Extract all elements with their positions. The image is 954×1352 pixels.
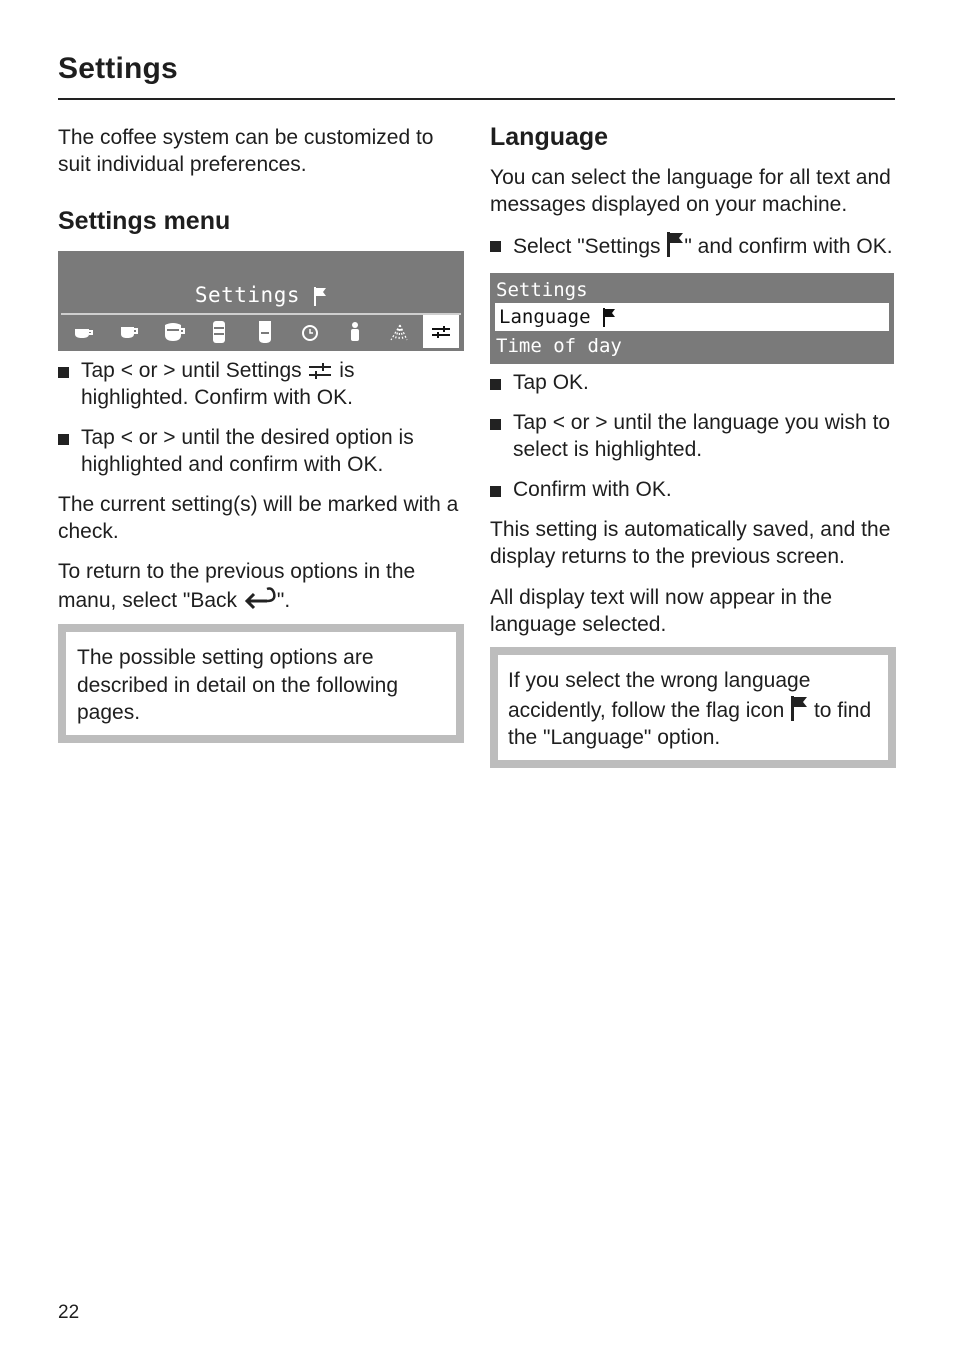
flag-icon [666, 231, 684, 257]
bullet-text: " and confirm with OK. [684, 235, 893, 258]
bullet-text: Tap < or > until Settings [81, 359, 308, 382]
display-row-language [495, 303, 889, 331]
display-title-text: Settings [194, 283, 300, 307]
bullet-tap-language: Tap < or > until the language you wish to select is highlighted. [490, 409, 896, 463]
glass-icon [242, 315, 287, 348]
cup-icon [61, 315, 106, 348]
milk-jug-icon [197, 315, 242, 348]
bullet-tap-option: Tap < or > until the desired option is highlighted and confirm with OK. [58, 424, 464, 478]
settings-icon-selected [423, 315, 459, 348]
language-note-text [498, 655, 888, 760]
language-display [490, 273, 894, 364]
bullet-text: Select "Settings [513, 235, 667, 258]
cup-small-icon [106, 315, 151, 348]
note-box [58, 624, 464, 743]
bullet-text: is highlighted. Confirm with OK. [81, 359, 355, 409]
back-arrow-icon [243, 585, 277, 611]
display-row-settings: Settings [496, 279, 588, 301]
settings-icon [430, 323, 452, 341]
back-paragraph [58, 558, 464, 614]
note-text: The possible setting options are described in detail on the following pages. [66, 632, 456, 735]
bullet-tap-settings [58, 357, 464, 411]
page-number: 22 [58, 1302, 80, 1323]
timer-icon [287, 315, 332, 348]
display-row-language-text: Language [499, 306, 591, 328]
coffee-pot-icon [152, 315, 197, 348]
language-heading: Language [490, 123, 609, 151]
appear-paragraph: All display text will now appear in the language selected. [490, 586, 833, 636]
flag-icon [313, 286, 327, 306]
saved-paragraph: This setting is automatically saved, and the display returns to the previous screen. [490, 518, 891, 568]
bullet-confirm: Confirm with OK. [490, 476, 896, 503]
left-column [58, 122, 464, 743]
settings-menu-heading: Settings menu [58, 207, 231, 235]
page-title: Settings [58, 52, 178, 85]
bullet-select-settings [490, 231, 896, 260]
display-title [58, 283, 464, 307]
person-icon [333, 315, 378, 348]
settings-icon [307, 361, 333, 381]
back-text: ". [276, 589, 291, 612]
title-divider [58, 98, 895, 100]
display-icon-bar [61, 313, 461, 348]
right-column [490, 122, 896, 768]
flag-icon [602, 307, 616, 327]
display-row-time-of-day: Time of day [496, 335, 622, 357]
flag-icon [790, 695, 808, 721]
language-intro: You can select the language for all text and messages displayed on your machine. [490, 166, 891, 216]
back-text: To return to the previous options in the manu, select "Back [58, 560, 416, 612]
note-text: to find the "Language" option. [508, 698, 872, 749]
check-paragraph: The current setting(s) will be marked with a check. [58, 493, 459, 543]
bullet-tap-ok: Tap OK. [490, 369, 896, 396]
settings-display [58, 251, 464, 351]
shower-icon [378, 315, 423, 348]
intro-paragraph: The coffee system can be customized to suit individual preferences. [58, 126, 434, 176]
note-text: If you select the wrong language accidently, follow the flag icon [508, 669, 811, 722]
language-note-box [490, 647, 896, 768]
